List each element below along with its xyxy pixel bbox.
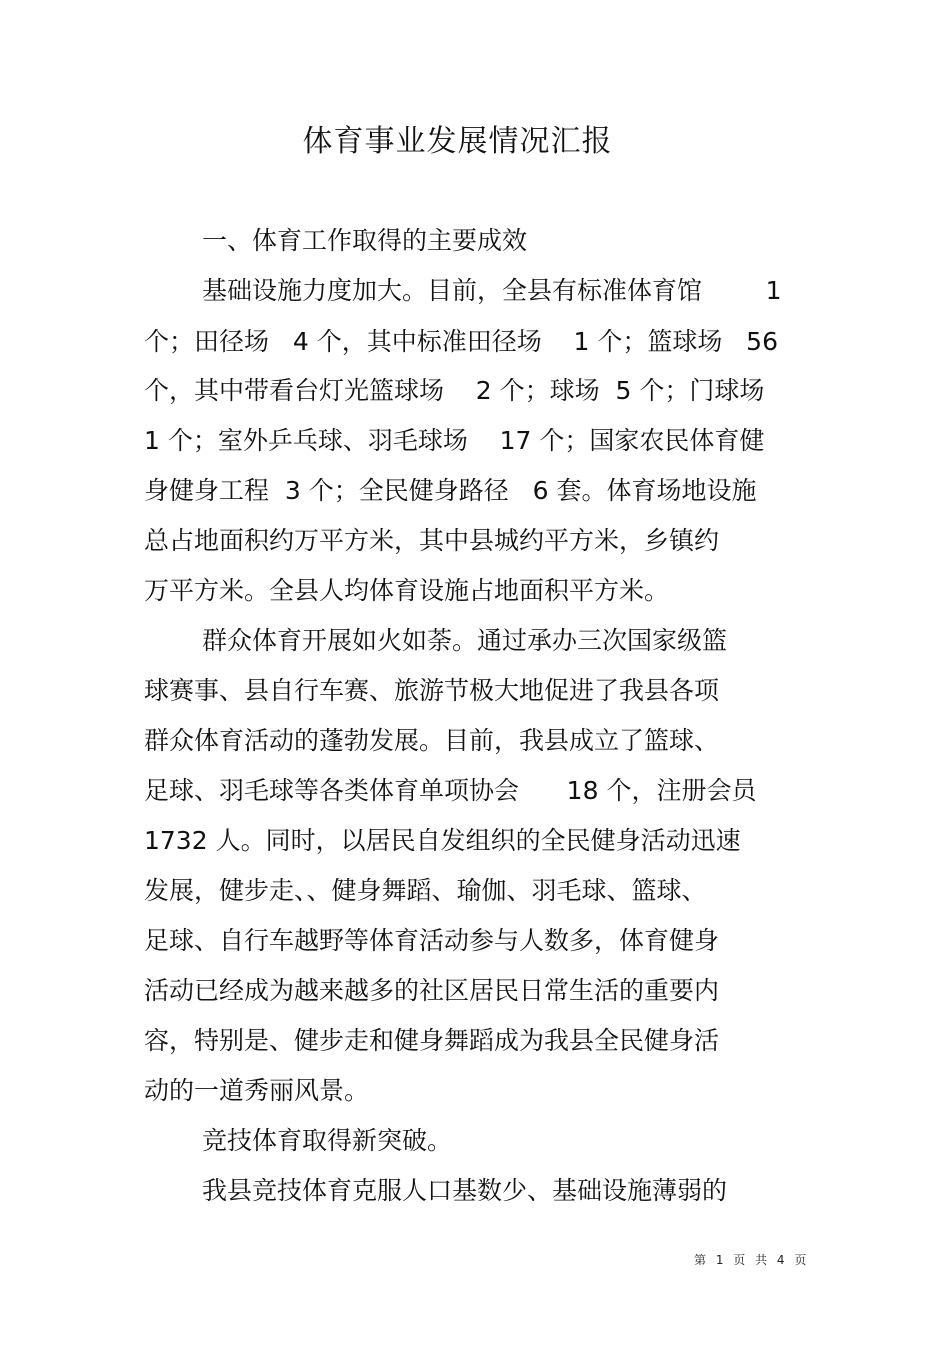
paragraph-line: 群众体育活动的蓬勃发展。目前，我县成立了篮球、 xyxy=(144,726,720,755)
paragraph-line: 总占地面积约万平方米，其中县城约平方米，乡镇约 xyxy=(144,526,720,555)
paragraph-line: 个，其中带看台灯光篮球场 2 个；球场 5 个；门球场 xyxy=(144,376,765,405)
paragraph-line: 活动已经成为越来越多的社区居民日常生活的重要内 xyxy=(144,976,720,1005)
paragraph-line: 1732 人。同时，以居民自发组织的全民健身活动迅速 xyxy=(144,826,741,855)
paragraph-line: 基础设施力度加大。目前，全县有标准体育馆 1 xyxy=(202,276,782,305)
paragraph-line: 群众体育开展如火如荼。通过承办三次国家级篮 xyxy=(202,626,728,655)
paragraph-line: 容，特别是、健步走和健身舞蹈成为我县全民健身活 xyxy=(144,1026,720,1055)
paragraph-line: 球赛事、县自行车赛、旅游节极大地促进了我县各项 xyxy=(144,676,720,705)
paragraph-line: 足球、自行车越野等体育活动参与人数多，体育健身 xyxy=(144,926,720,955)
paragraph-line: 1 个；室外乒乓球、羽毛球场 17 个；国家农民体育健 xyxy=(144,426,765,455)
section-heading: 一、体育工作取得的主要成效 xyxy=(202,226,528,255)
paragraph-line: 动的一道秀丽风景。 xyxy=(144,1076,370,1105)
paragraph-line: 个；田径场 4 个，其中标准田径场 1 个；篮球场 56 xyxy=(144,327,778,356)
page-number: 第 1 页 共 4 页 xyxy=(694,1253,810,1267)
paragraph-line: 我县竞技体育克服人口基数少、基础设施薄弱的 xyxy=(202,1176,728,1205)
document-title: 体育事业发展情况汇报 xyxy=(302,124,613,159)
paragraph-line: 竞技体育取得新突破。 xyxy=(202,1126,453,1155)
paragraph-line: 足球、羽毛球等各类体育单项协会 18 个，注册会员 xyxy=(144,776,757,805)
paragraph-line: 万平方米。全县人均体育设施占地面积平方米。 xyxy=(144,576,670,605)
paragraph-line: 发展，健步走、、健身舞蹈、瑜伽、羽毛球、篮球、 xyxy=(144,876,707,905)
paragraph-line: 身健身工程 3 个；全民健身路径 6 套。体育场地设施 xyxy=(144,476,757,505)
